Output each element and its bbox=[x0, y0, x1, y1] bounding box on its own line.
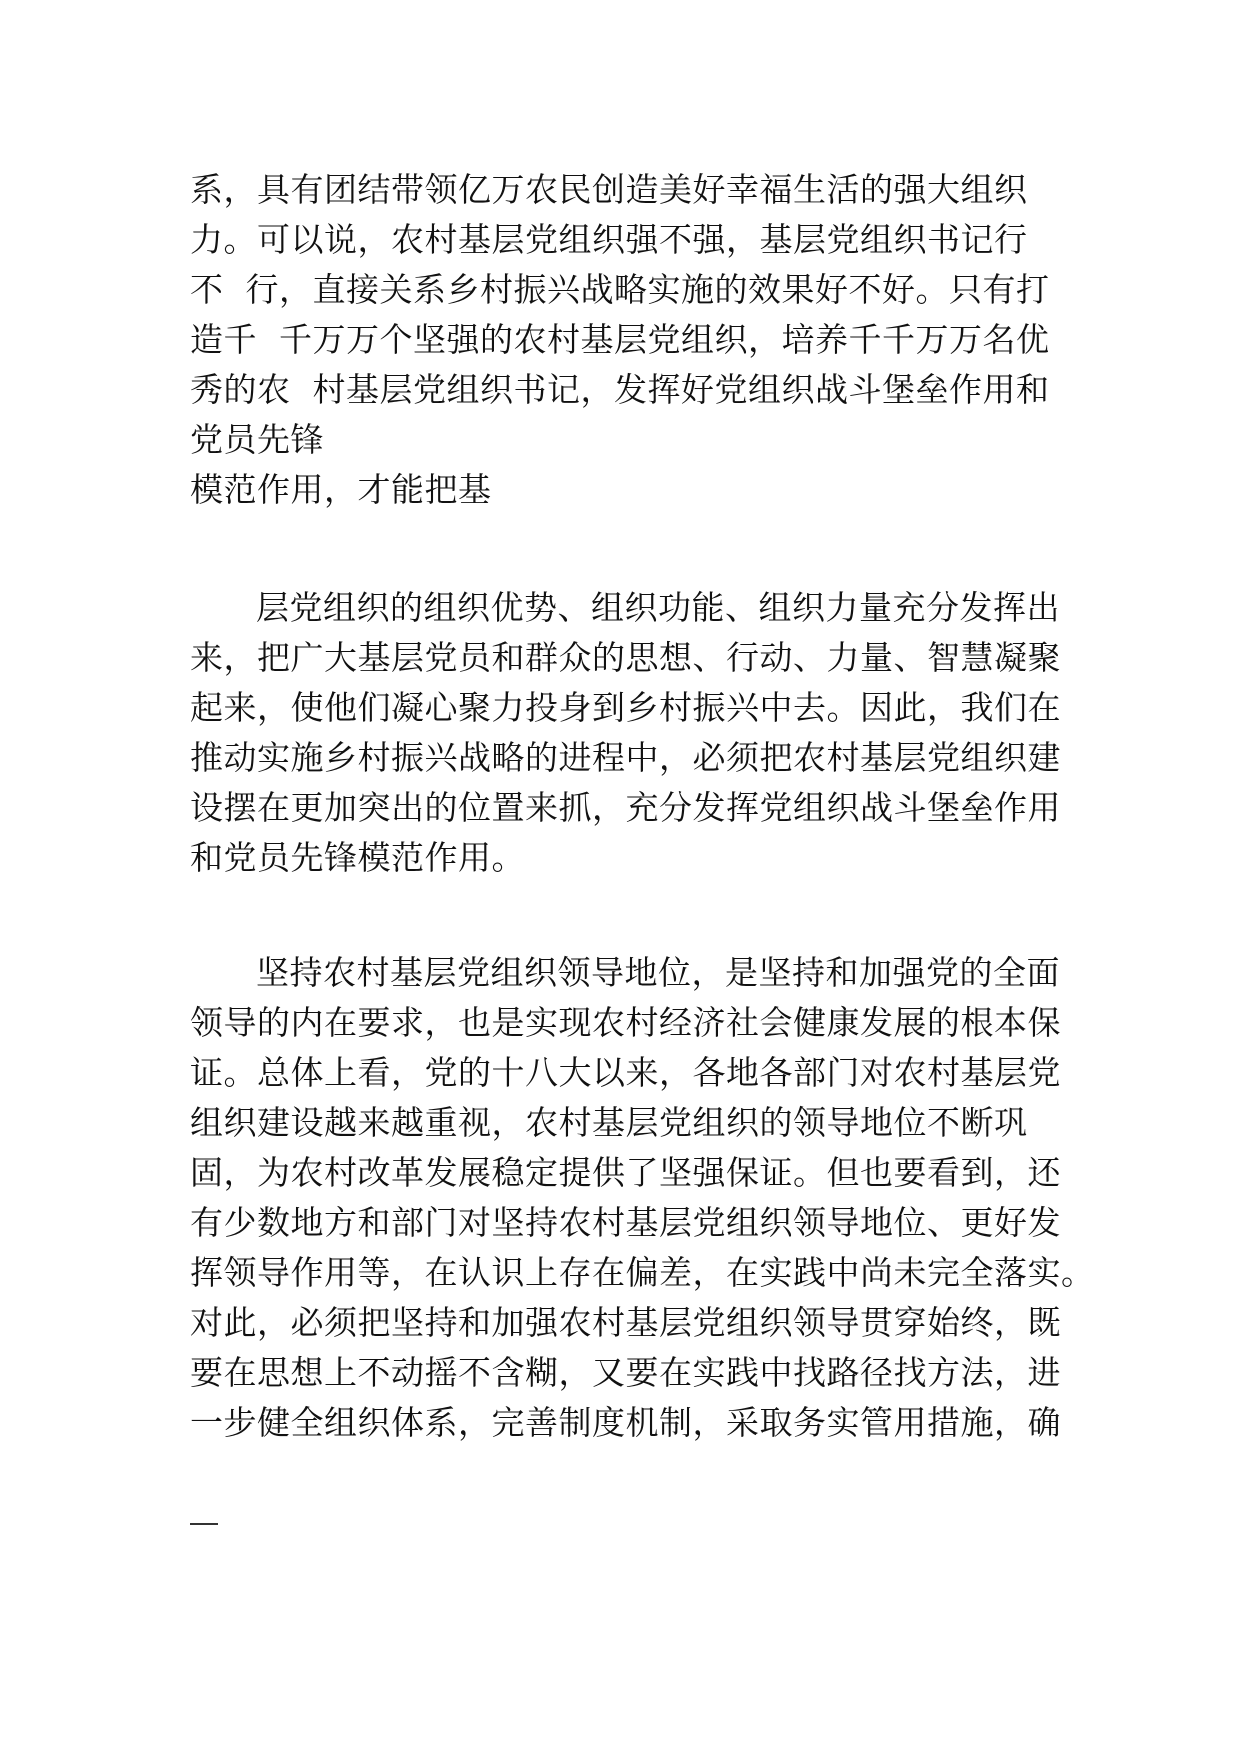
text-line: 有少数地方和部门对坚持农村基层党组织领导地位、更好发 bbox=[190, 1203, 1061, 1242]
text-line: 坚持农村基层党组织领导地位，是坚持和加强党的全面 bbox=[190, 953, 1060, 992]
text-line: 一步健全组织体系，完善制度机制，采取务实管用措施，确 bbox=[190, 1403, 1061, 1442]
text-line: 和党员先锋模范作用。 bbox=[190, 838, 525, 877]
text-line: 要在思想上不动摇不含糊，又要在实践中找路径找方法，进 bbox=[190, 1353, 1061, 1392]
paragraph-2 bbox=[190, 583, 1070, 883]
text-line: 系，具有团结带领亿万农民创造美好幸福生活的强大组织 bbox=[190, 170, 1028, 209]
paragraph-1 bbox=[190, 165, 1070, 515]
text-line: 领导的内在要求，也是实现农村经济社会健康发展的根本保 bbox=[190, 1003, 1061, 1042]
text-line: 对此，必须把坚持和加强农村基层党组织领导贯穿始终，既 bbox=[190, 1303, 1061, 1342]
text-line: 不 行，直接关系乡村振兴战略实施的效果好不好。只有打 bbox=[190, 270, 1050, 309]
text-line: 证。总体上看，党的十八大以来，各地各部门对农村基层党 bbox=[190, 1053, 1061, 1092]
text-line: 层党组织的组织优势、组织功能、组织力量充分发挥出 bbox=[190, 588, 1060, 627]
text-line: 推动实施乡村振兴战略的进程中，必须把农村基层党组织建 bbox=[190, 738, 1061, 777]
text-line: 力。可以说，农村基层党组织强不强，基层党组织书记行 bbox=[190, 220, 1028, 259]
text-line: 来，把广大基层党员和群众的思想、行动、力量、智慧凝聚 bbox=[190, 638, 1061, 677]
text-line: 固，为农村改革发展稳定提供了坚强保证。但也要看到，还 bbox=[190, 1153, 1061, 1192]
text-line: 秀的农 村基层党组织书记，发挥好党组织战斗堡垒作用和 bbox=[190, 370, 1050, 409]
text-line: 模范作用，才能把基 bbox=[190, 470, 492, 509]
text-line: 党员先锋 bbox=[190, 420, 324, 459]
text-line: 造千 千万万个坚强的农村基层党组织，培养千千万万名优 bbox=[190, 320, 1050, 359]
footer-dash bbox=[190, 1523, 218, 1525]
text-line: 组织建设越来越重视，农村基层党组织的领导地位不断巩 bbox=[190, 1103, 1028, 1142]
text-line: 设摆在更加突出的位置来抓，充分发挥党组织战斗堡垒作用 bbox=[190, 788, 1061, 827]
text-line: 挥领导作用等，在认识上存在偏差，在实践中尚未完全落实。 bbox=[190, 1253, 1095, 1292]
paragraph-3 bbox=[190, 948, 1095, 1448]
text-line: 起来，使他们凝心聚力投身到乡村振兴中去。因此，我们在 bbox=[190, 688, 1061, 727]
